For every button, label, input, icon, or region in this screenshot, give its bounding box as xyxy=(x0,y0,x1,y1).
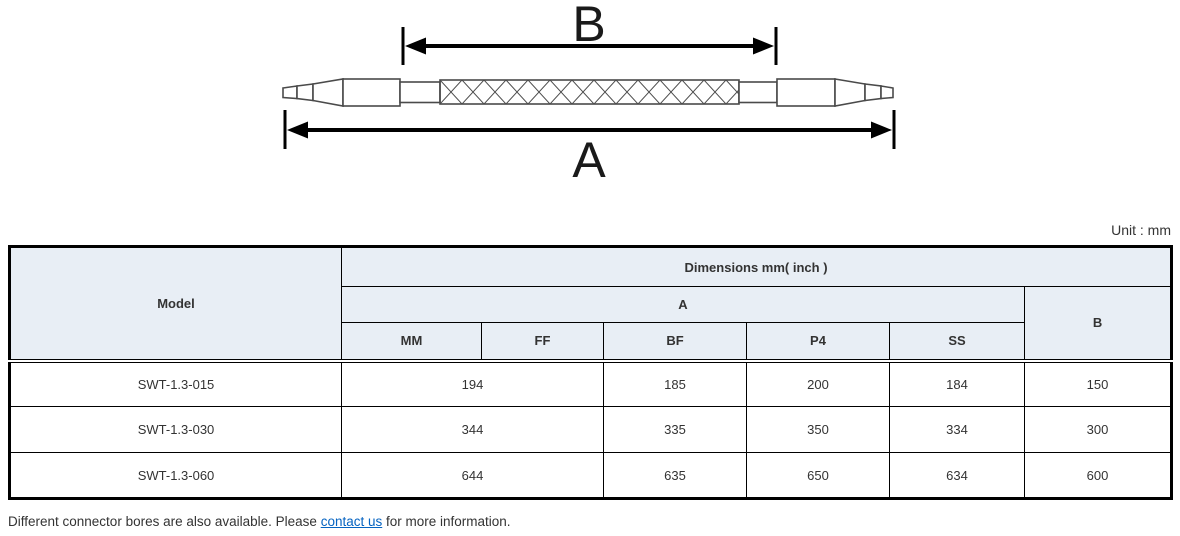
footer-text-after: for more information. xyxy=(382,514,511,529)
hose-right-block xyxy=(777,79,835,106)
dimension-label-a: A xyxy=(572,132,606,185)
hose-braid-section xyxy=(440,80,739,104)
dimension-label-b: B xyxy=(572,0,606,52)
value-cell-b: 300 xyxy=(1025,407,1172,453)
arrowhead-right-icon xyxy=(753,38,774,55)
table-row xyxy=(10,453,1172,499)
value-cell-b: 600 xyxy=(1025,453,1172,499)
value-cell-ss: 184 xyxy=(890,361,1025,407)
col-header-group-b: B xyxy=(1025,287,1172,361)
value-cell-bf: 185 xyxy=(604,361,747,407)
model-cell: SWT-1.3-060 xyxy=(10,453,342,499)
col-header-p4: P4 xyxy=(747,323,890,361)
value-cell-ss: 334 xyxy=(890,407,1025,453)
value-cell-ss: 634 xyxy=(890,453,1025,499)
model-cell: SWT-1.3-030 xyxy=(10,407,342,453)
dimension-a xyxy=(285,110,894,185)
col-header-ff: FF xyxy=(482,323,604,361)
col-header-dimensions: Dimensions mm( inch ) xyxy=(342,247,1172,287)
value-cell-mm-ff: 344 xyxy=(342,407,604,453)
col-header-bf: BF xyxy=(604,323,747,361)
hose-left-tip xyxy=(283,86,297,99)
hose-diagram-svg xyxy=(0,0,1180,185)
col-header-group-a: A xyxy=(342,287,1025,323)
contact-us-link[interactable]: contact us xyxy=(320,514,383,529)
model-cell: SWT-1.3-015 xyxy=(10,361,342,407)
hose-left-tube xyxy=(400,82,440,103)
hose-right-tube xyxy=(739,82,777,103)
value-cell-bf: 335 xyxy=(604,407,747,453)
value-cell-b: 150 xyxy=(1025,361,1172,407)
hose-right-neck xyxy=(865,84,881,101)
hose-right-cone xyxy=(835,79,865,106)
value-cell-p4: 350 xyxy=(747,407,890,453)
value-cell-mm-ff: 194 xyxy=(342,361,604,407)
hose-left-block xyxy=(343,79,400,106)
header-row-dimensions xyxy=(10,247,1172,287)
footer-note xyxy=(8,513,1180,530)
hose-left-neck xyxy=(297,84,313,101)
dimensions-table xyxy=(8,245,1173,500)
table-row xyxy=(10,361,1172,407)
hose-right-tip xyxy=(881,86,893,99)
value-cell-p4: 650 xyxy=(747,453,890,499)
value-cell-p4: 200 xyxy=(747,361,890,407)
dimension-b xyxy=(403,0,776,65)
col-header-ss: SS xyxy=(890,323,1025,361)
value-cell-mm-ff: 644 xyxy=(342,453,604,499)
unit-label: Unit : mm xyxy=(1111,222,1171,238)
table-row xyxy=(10,407,1172,453)
hose-drawing xyxy=(283,79,893,106)
hose-left-cone xyxy=(313,79,343,106)
footer-text-before: Different connector bores are also available. Please xyxy=(8,514,321,529)
arrowhead-left-icon xyxy=(405,38,426,55)
hose-diagram xyxy=(0,0,1180,185)
col-header-model: Model xyxy=(10,247,342,361)
col-header-mm: MM xyxy=(342,323,482,361)
value-cell-bf: 635 xyxy=(604,453,747,499)
arrowhead-right-icon xyxy=(871,122,892,139)
arrowhead-left-icon xyxy=(287,122,308,139)
